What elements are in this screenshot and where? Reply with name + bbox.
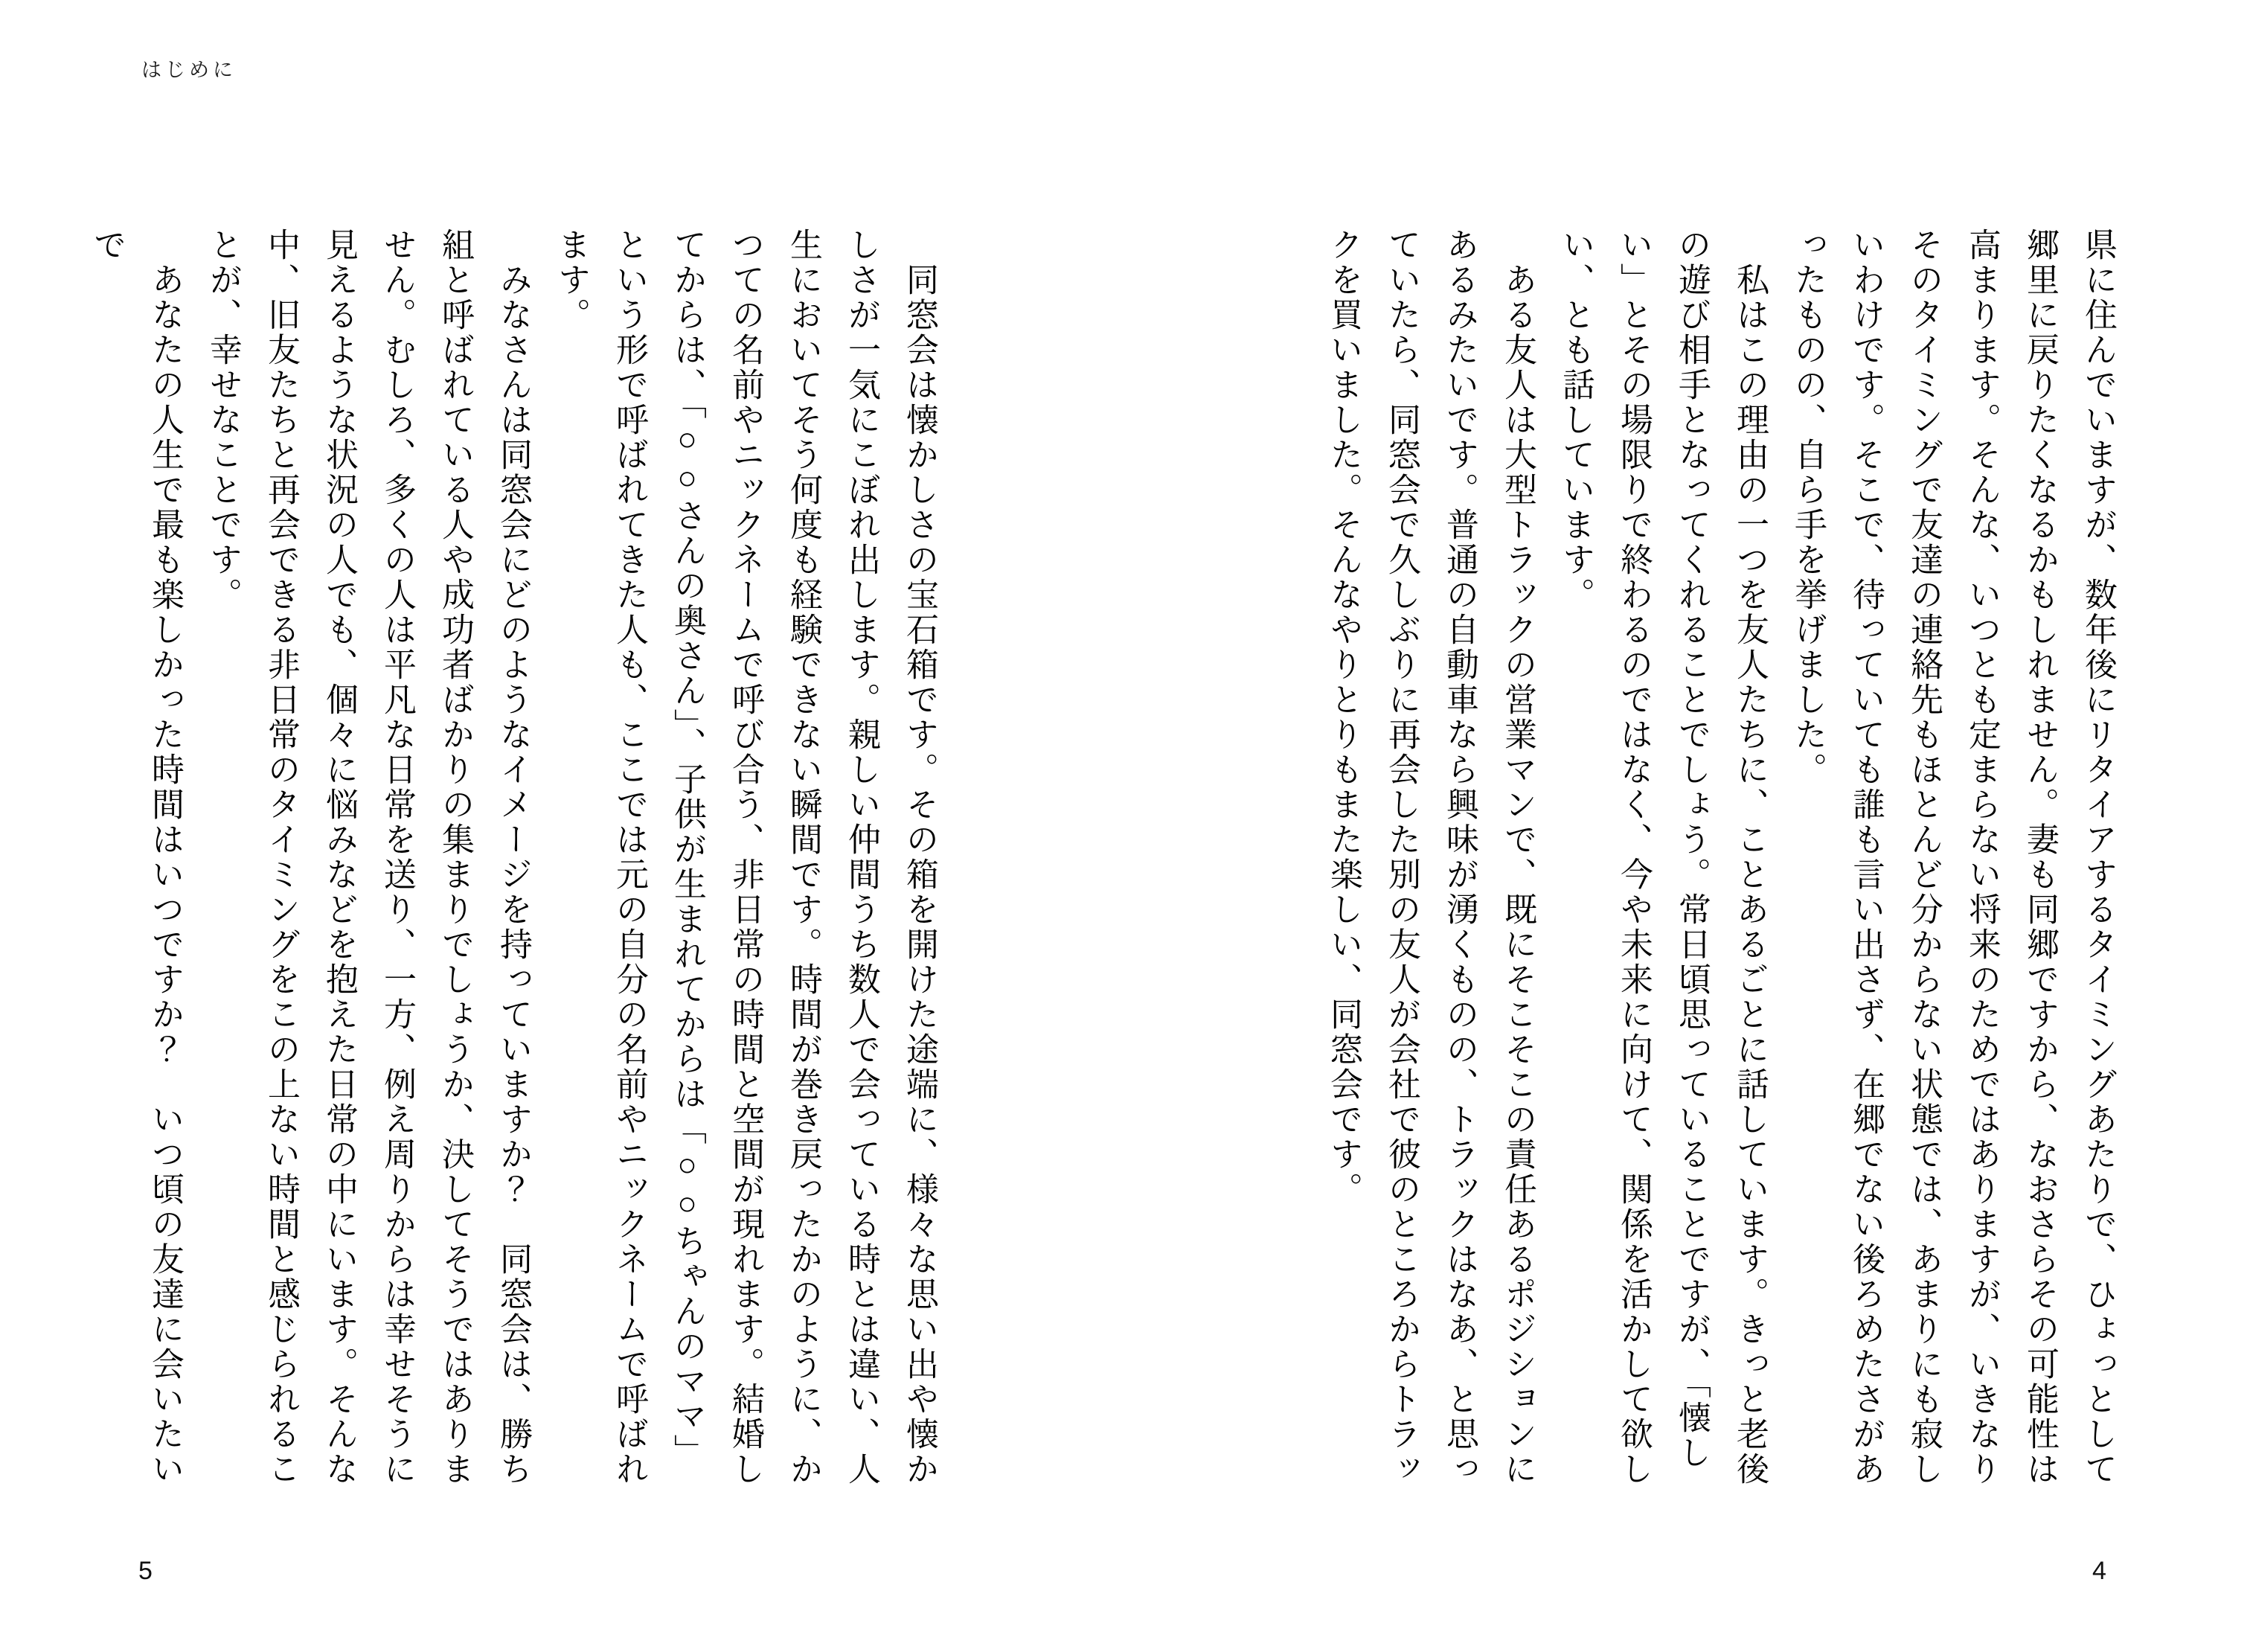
running-header: はじめに [141,59,237,81]
page-number-left: 5 [138,1557,153,1585]
paragraph: あなたの人生で最も楽しかった時間はいつですか？ いつ頃の友達に会いたいで [89,228,183,1487]
paragraph-continuation: 県に住んでいますが、数年後にリタイアするタイミングあたりで、ひょっとして郷里に戻りたくなるかもしれません。妻も同郷ですから、なおさらその可能性は高まります。そんな、いつとも定まらない将来のためではありますが、いきなりそのタイミングで友達の連絡先もほとんど分からない状態では、あまりにも寂しいわけです。そこで、待っていても誰も言い出さず、在郷でない後ろめたさがあったものの、自ら手を挙げました。 [1789,228,2116,1487]
paragraph: ある友人は大型トラックの営業マンで、既にそこそこの責任あるポジションにあるみたいです。普通の自動車なら興味が湧くものの、トラックはなあ、と思っていたら、同窓会で久しぶりに再会した別の友人が会社で彼のところからトラックを買いました。そんなやりとりもまた楽しい、同窓会です。 [1325,228,1536,1487]
paragraph: みなさんは同窓会にどのようなイメージを持っていますか？ 同窓会は、勝ち組と呼ばれている人や成功者ばかりの集まりでしょうか、決してそうではありません。むしろ、多くの人は平凡な日常を送り、一方、例え周りからは幸せそうに見えるような状況の人でも、個々に悩みなどを抱えた日常の中にいます。そんな中、旧友たちと再会できる非日常のタイミングをこの上ない時間と感じられることが、幸せなことです。 [205,228,531,1487]
page-number-right: 4 [2092,1557,2106,1585]
paragraph: 私はこの理由の一つを友人たちに、ことあるごとに話しています。きっと老後の遊び相手となってくれることでしょう。常日頃思っていることですが、「懐しい」とその場限りで終わるのではなく、今や未来に向けて、関係を活かして欲しい、とも話しています。 [1557,228,1768,1487]
paragraph: 同窓会は懐かしさの宝石箱です。その箱を開けた途端に、様々な思い出や懐かしさが一気にこぼれ出します。親しい仲間うち数人で会っている時とは違い、人生においてそう何度も経験できない瞬間です。時間が巻き戻ったかのように、かつての名前やニックネームで呼び合う、非日常の時間と空間が現れます。結婚してからは、「○○さんの奥さん」、子供が生まれてからは「○○ちゃんのママ」という形で呼ばれてきた人も、ここでは元の自分の名前やニックネームで呼ばれます。 [553,228,938,1487]
page-5-text-block [89,228,948,1493]
page-4-text-block [1308,228,2126,1493]
